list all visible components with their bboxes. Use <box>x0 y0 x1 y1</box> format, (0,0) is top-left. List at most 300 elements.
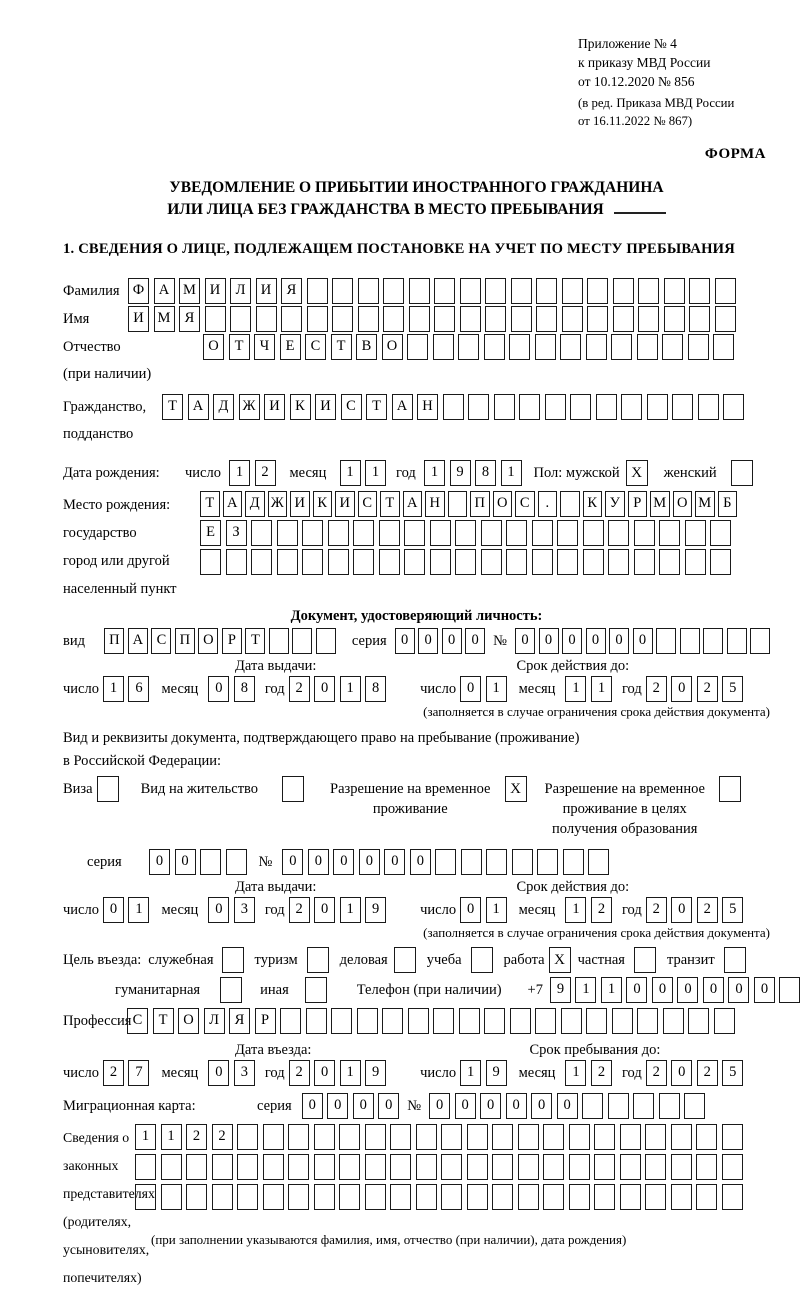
char-cell[interactable]: Д <box>213 394 234 420</box>
char-cell[interactable]: 0 <box>480 1093 501 1119</box>
char-cell[interactable] <box>430 549 451 575</box>
purpose-work-checkbox[interactable]: X <box>549 947 571 973</box>
char-cell[interactable]: 1 <box>340 1060 361 1086</box>
char-cell[interactable] <box>481 549 502 575</box>
char-cell[interactable] <box>688 334 709 360</box>
char-cell[interactable]: 0 <box>677 977 698 1003</box>
char-cell[interactable]: 3 <box>234 897 255 923</box>
char-cell[interactable] <box>353 549 374 575</box>
char-cell[interactable] <box>560 334 581 360</box>
purpose-transit-checkbox[interactable] <box>724 947 746 973</box>
char-cell[interactable]: Р <box>255 1008 276 1034</box>
char-cell[interactable] <box>671 1184 692 1210</box>
char-cell[interactable] <box>407 334 428 360</box>
char-cell[interactable]: 2 <box>646 676 667 702</box>
char-cell[interactable] <box>302 549 323 575</box>
temp-residence-edu-checkbox[interactable] <box>719 776 741 802</box>
char-cell[interactable] <box>383 278 404 304</box>
char-cell[interactable] <box>518 1184 539 1210</box>
char-cell[interactable]: 1 <box>601 977 622 1003</box>
char-cell[interactable] <box>486 849 507 875</box>
purpose-study-checkbox[interactable] <box>471 947 493 973</box>
char-cell[interactable] <box>562 306 583 332</box>
char-cell[interactable] <box>226 549 247 575</box>
char-cell[interactable] <box>613 278 634 304</box>
char-cell[interactable]: 1 <box>486 897 507 923</box>
char-cell[interactable]: 2 <box>697 676 718 702</box>
char-cell[interactable]: 3 <box>234 1060 255 1086</box>
char-cell[interactable] <box>587 306 608 332</box>
char-cell[interactable]: 0 <box>359 849 380 875</box>
char-cell[interactable]: 0 <box>626 977 647 1003</box>
char-cell[interactable] <box>779 977 800 1003</box>
char-cell[interactable]: 0 <box>302 1093 323 1119</box>
char-cell[interactable] <box>314 1154 335 1180</box>
char-cell[interactable]: Р <box>628 491 648 517</box>
char-cell[interactable] <box>659 549 680 575</box>
char-cell[interactable] <box>511 278 532 304</box>
char-cell[interactable]: 0 <box>314 676 335 702</box>
char-cell[interactable]: 0 <box>586 628 606 654</box>
char-cell[interactable] <box>714 1008 735 1034</box>
char-cell[interactable]: 0 <box>562 628 582 654</box>
char-cell[interactable]: Т <box>245 628 265 654</box>
char-cell[interactable]: 0 <box>103 897 124 923</box>
char-cell[interactable] <box>680 628 700 654</box>
char-cell[interactable]: 9 <box>365 897 386 923</box>
char-cell[interactable] <box>535 334 556 360</box>
char-cell[interactable]: 9 <box>450 460 471 486</box>
char-cell[interactable]: У <box>605 491 625 517</box>
char-cell[interactable] <box>689 306 710 332</box>
char-cell[interactable]: Ч <box>254 334 275 360</box>
char-cell[interactable]: 2 <box>697 1060 718 1086</box>
char-cell[interactable] <box>671 1124 692 1150</box>
char-cell[interactable]: 0 <box>395 628 415 654</box>
char-cell[interactable]: И <box>256 278 277 304</box>
char-cell[interactable] <box>645 1124 666 1150</box>
char-cell[interactable] <box>263 1184 284 1210</box>
char-cell[interactable]: Л <box>204 1008 225 1034</box>
char-cell[interactable]: А <box>392 394 413 420</box>
char-cell[interactable] <box>532 549 553 575</box>
char-cell[interactable]: 1 <box>486 676 507 702</box>
char-cell[interactable] <box>404 549 425 575</box>
char-cell[interactable] <box>561 1008 582 1034</box>
char-cell[interactable] <box>263 1124 284 1150</box>
char-cell[interactable]: О <box>203 334 224 360</box>
char-cell[interactable] <box>332 306 353 332</box>
char-cell[interactable] <box>710 549 731 575</box>
char-cell[interactable]: 2 <box>289 897 310 923</box>
char-cell[interactable]: В <box>356 334 377 360</box>
char-cell[interactable] <box>212 1154 233 1180</box>
char-cell[interactable] <box>237 1124 258 1150</box>
char-cell[interactable] <box>226 849 247 875</box>
char-cell[interactable] <box>460 278 481 304</box>
char-cell[interactable] <box>560 491 580 517</box>
char-cell[interactable]: А <box>223 491 243 517</box>
char-cell[interactable] <box>186 1184 207 1210</box>
char-cell[interactable] <box>205 306 226 332</box>
char-cell[interactable]: А <box>188 394 209 420</box>
char-cell[interactable]: О <box>673 491 693 517</box>
char-cell[interactable]: П <box>470 491 490 517</box>
char-cell[interactable] <box>612 1008 633 1034</box>
char-cell[interactable] <box>434 306 455 332</box>
char-cell[interactable] <box>536 278 557 304</box>
char-cell[interactable] <box>256 306 277 332</box>
char-cell[interactable] <box>468 394 489 420</box>
char-cell[interactable]: 0 <box>671 897 692 923</box>
char-cell[interactable]: Б <box>718 491 738 517</box>
char-cell[interactable] <box>302 520 323 546</box>
char-cell[interactable] <box>518 1154 539 1180</box>
char-cell[interactable]: О <box>198 628 218 654</box>
char-cell[interactable] <box>582 1093 603 1119</box>
char-cell[interactable]: С <box>515 491 535 517</box>
char-cell[interactable]: Р <box>222 628 242 654</box>
char-cell[interactable] <box>467 1154 488 1180</box>
char-cell[interactable] <box>434 278 455 304</box>
char-cell[interactable]: 2 <box>255 460 276 486</box>
char-cell[interactable] <box>543 1184 564 1210</box>
char-cell[interactable] <box>557 520 578 546</box>
purpose-private-checkbox[interactable] <box>634 947 656 973</box>
char-cell[interactable] <box>314 1124 335 1150</box>
char-cell[interactable]: 2 <box>646 897 667 923</box>
char-cell[interactable] <box>713 334 734 360</box>
char-cell[interactable]: 0 <box>671 1060 692 1086</box>
char-cell[interactable] <box>543 1154 564 1180</box>
char-cell[interactable] <box>200 549 221 575</box>
char-cell[interactable] <box>696 1154 717 1180</box>
char-cell[interactable] <box>543 1124 564 1150</box>
char-cell[interactable] <box>535 1008 556 1034</box>
char-cell[interactable]: 0 <box>175 849 196 875</box>
char-cell[interactable]: 0 <box>442 628 462 654</box>
char-cell[interactable] <box>662 334 683 360</box>
char-cell[interactable] <box>537 849 558 875</box>
char-cell[interactable]: . <box>538 491 558 517</box>
char-cell[interactable]: С <box>305 334 326 360</box>
char-cell[interactable] <box>620 1184 641 1210</box>
char-cell[interactable] <box>409 278 430 304</box>
char-cell[interactable]: И <box>128 306 149 332</box>
char-cell[interactable]: Т <box>162 394 183 420</box>
char-cell[interactable]: С <box>341 394 362 420</box>
char-cell[interactable]: 1 <box>161 1124 182 1150</box>
char-cell[interactable]: 0 <box>633 628 653 654</box>
char-cell[interactable]: О <box>382 334 403 360</box>
char-cell[interactable] <box>288 1154 309 1180</box>
char-cell[interactable]: 0 <box>728 977 749 1003</box>
char-cell[interactable] <box>186 1154 207 1180</box>
char-cell[interactable] <box>671 1154 692 1180</box>
char-cell[interactable] <box>536 306 557 332</box>
char-cell[interactable] <box>484 1008 505 1034</box>
char-cell[interactable]: 0 <box>539 628 559 654</box>
char-cell[interactable] <box>689 278 710 304</box>
char-cell[interactable] <box>390 1184 411 1210</box>
char-cell[interactable]: 2 <box>591 897 612 923</box>
char-cell[interactable]: 9 <box>550 977 571 1003</box>
char-cell[interactable]: 0 <box>429 1093 450 1119</box>
char-cell[interactable] <box>365 1154 386 1180</box>
char-cell[interactable] <box>492 1184 513 1210</box>
char-cell[interactable] <box>441 1124 462 1150</box>
char-cell[interactable] <box>608 1093 629 1119</box>
char-cell[interactable]: 2 <box>289 676 310 702</box>
female-checkbox[interactable] <box>731 460 753 486</box>
char-cell[interactable]: 1 <box>103 676 124 702</box>
char-cell[interactable]: 1 <box>135 1124 156 1150</box>
char-cell[interactable] <box>586 334 607 360</box>
char-cell[interactable]: 5 <box>722 1060 743 1086</box>
char-cell[interactable]: 1 <box>565 897 586 923</box>
char-cell[interactable] <box>448 491 468 517</box>
char-cell[interactable]: 6 <box>128 676 149 702</box>
char-cell[interactable] <box>557 549 578 575</box>
char-cell[interactable]: Т <box>200 491 220 517</box>
char-cell[interactable]: 2 <box>289 1060 310 1086</box>
char-cell[interactable] <box>307 278 328 304</box>
char-cell[interactable] <box>620 1154 641 1180</box>
char-cell[interactable] <box>288 1184 309 1210</box>
char-cell[interactable]: 0 <box>455 1093 476 1119</box>
char-cell[interactable] <box>519 394 540 420</box>
char-cell[interactable]: 1 <box>128 897 149 923</box>
char-cell[interactable]: 1 <box>565 676 586 702</box>
char-cell[interactable]: Ф <box>128 278 149 304</box>
char-cell[interactable]: 9 <box>365 1060 386 1086</box>
char-cell[interactable]: И <box>264 394 285 420</box>
char-cell[interactable] <box>358 278 379 304</box>
char-cell[interactable] <box>696 1124 717 1150</box>
char-cell[interactable] <box>698 394 719 420</box>
char-cell[interactable] <box>161 1154 182 1180</box>
char-cell[interactable]: Я <box>229 1008 250 1034</box>
char-cell[interactable] <box>656 628 676 654</box>
char-cell[interactable]: Е <box>200 520 221 546</box>
char-cell[interactable]: 0 <box>353 1093 374 1119</box>
char-cell[interactable]: 0 <box>410 849 431 875</box>
char-cell[interactable] <box>358 306 379 332</box>
char-cell[interactable]: Е <box>280 334 301 360</box>
char-cell[interactable]: 1 <box>460 1060 481 1086</box>
char-cell[interactable]: 1 <box>229 460 250 486</box>
char-cell[interactable] <box>404 520 425 546</box>
char-cell[interactable] <box>684 1093 705 1119</box>
char-cell[interactable] <box>637 1008 658 1034</box>
char-cell[interactable]: М <box>179 278 200 304</box>
char-cell[interactable]: 8 <box>475 460 496 486</box>
char-cell[interactable]: 0 <box>506 1093 527 1119</box>
char-cell[interactable] <box>509 334 530 360</box>
char-cell[interactable]: 1 <box>501 460 522 486</box>
char-cell[interactable]: И <box>315 394 336 420</box>
char-cell[interactable] <box>570 394 591 420</box>
char-cell[interactable] <box>441 1154 462 1180</box>
char-cell[interactable]: А <box>128 628 148 654</box>
char-cell[interactable] <box>459 1008 480 1034</box>
char-cell[interactable] <box>467 1124 488 1150</box>
char-cell[interactable]: 0 <box>754 977 775 1003</box>
char-cell[interactable] <box>277 549 298 575</box>
char-cell[interactable]: 2 <box>186 1124 207 1150</box>
char-cell[interactable]: 0 <box>333 849 354 875</box>
char-cell[interactable] <box>365 1184 386 1210</box>
char-cell[interactable]: 0 <box>208 676 229 702</box>
char-cell[interactable] <box>638 278 659 304</box>
char-cell[interactable] <box>621 394 642 420</box>
char-cell[interactable] <box>339 1154 360 1180</box>
char-cell[interactable] <box>263 1154 284 1180</box>
char-cell[interactable] <box>251 520 272 546</box>
char-cell[interactable]: М <box>154 306 175 332</box>
char-cell[interactable]: С <box>358 491 378 517</box>
char-cell[interactable] <box>512 849 533 875</box>
char-cell[interactable] <box>710 520 731 546</box>
char-cell[interactable]: 0 <box>703 977 724 1003</box>
temp-residence-checkbox[interactable]: X <box>505 776 527 802</box>
char-cell[interactable] <box>722 1184 743 1210</box>
char-cell[interactable]: 7 <box>128 1060 149 1086</box>
char-cell[interactable] <box>696 1184 717 1210</box>
char-cell[interactable]: 0 <box>531 1093 552 1119</box>
char-cell[interactable] <box>433 334 454 360</box>
char-cell[interactable] <box>485 306 506 332</box>
char-cell[interactable] <box>722 1154 743 1180</box>
char-cell[interactable]: 8 <box>365 676 386 702</box>
char-cell[interactable] <box>750 628 770 654</box>
char-cell[interactable]: А <box>403 491 423 517</box>
residence-permit-checkbox[interactable] <box>282 776 304 802</box>
char-cell[interactable] <box>269 628 289 654</box>
char-cell[interactable] <box>433 1008 454 1034</box>
male-checkbox[interactable]: X <box>626 460 648 486</box>
char-cell[interactable] <box>511 306 532 332</box>
char-cell[interactable] <box>638 306 659 332</box>
char-cell[interactable]: 1 <box>340 460 361 486</box>
char-cell[interactable]: 0 <box>465 628 485 654</box>
char-cell[interactable] <box>467 1184 488 1210</box>
char-cell[interactable]: М <box>695 491 715 517</box>
char-cell[interactable] <box>715 306 736 332</box>
char-cell[interactable]: К <box>313 491 333 517</box>
char-cell[interactable] <box>647 394 668 420</box>
char-cell[interactable] <box>280 1008 301 1034</box>
char-cell[interactable]: 2 <box>212 1124 233 1150</box>
char-cell[interactable]: 0 <box>460 676 481 702</box>
char-cell[interactable] <box>545 394 566 420</box>
char-cell[interactable] <box>685 520 706 546</box>
char-cell[interactable]: 1 <box>365 460 386 486</box>
char-cell[interactable] <box>645 1184 666 1210</box>
char-cell[interactable] <box>613 306 634 332</box>
char-cell[interactable] <box>596 394 617 420</box>
char-cell[interactable] <box>461 849 482 875</box>
char-cell[interactable]: 0 <box>384 849 405 875</box>
purpose-other-checkbox[interactable] <box>305 977 327 1003</box>
purpose-humanitarian-checkbox[interactable] <box>220 977 242 1003</box>
purpose-business-checkbox[interactable] <box>394 947 416 973</box>
char-cell[interactable] <box>506 549 527 575</box>
char-cell[interactable] <box>307 306 328 332</box>
char-cell[interactable]: 0 <box>327 1093 348 1119</box>
char-cell[interactable] <box>611 334 632 360</box>
char-cell[interactable]: К <box>290 394 311 420</box>
char-cell[interactable] <box>481 520 502 546</box>
char-cell[interactable]: О <box>178 1008 199 1034</box>
char-cell[interactable]: 0 <box>282 849 303 875</box>
char-cell[interactable] <box>563 849 584 875</box>
char-cell[interactable] <box>277 520 298 546</box>
char-cell[interactable] <box>663 1008 684 1034</box>
char-cell[interactable]: П <box>175 628 195 654</box>
char-cell[interactable] <box>594 1124 615 1150</box>
char-cell[interactable]: 0 <box>418 628 438 654</box>
char-cell[interactable] <box>492 1154 513 1180</box>
char-cell[interactable] <box>353 520 374 546</box>
char-cell[interactable] <box>314 1184 335 1210</box>
char-cell[interactable]: З <box>226 520 247 546</box>
char-cell[interactable] <box>365 1124 386 1150</box>
char-cell[interactable] <box>416 1184 437 1210</box>
char-cell[interactable]: 1 <box>340 676 361 702</box>
char-cell[interactable]: 0 <box>208 1060 229 1086</box>
char-cell[interactable] <box>328 520 349 546</box>
char-cell[interactable]: О <box>493 491 513 517</box>
char-cell[interactable] <box>416 1124 437 1150</box>
char-cell[interactable]: 0 <box>208 897 229 923</box>
char-cell[interactable] <box>455 549 476 575</box>
char-cell[interactable] <box>685 549 706 575</box>
char-cell[interactable] <box>316 628 336 654</box>
char-cell[interactable]: 0 <box>557 1093 578 1119</box>
char-cell[interactable] <box>722 1124 743 1150</box>
char-cell[interactable] <box>383 306 404 332</box>
char-cell[interactable]: 5 <box>722 676 743 702</box>
char-cell[interactable] <box>339 1184 360 1210</box>
char-cell[interactable] <box>379 549 400 575</box>
char-cell[interactable] <box>659 520 680 546</box>
char-cell[interactable]: 2 <box>646 1060 667 1086</box>
char-cell[interactable]: 0 <box>671 676 692 702</box>
char-cell[interactable] <box>569 1124 590 1150</box>
char-cell[interactable]: 0 <box>460 897 481 923</box>
char-cell[interactable] <box>443 394 464 420</box>
char-cell[interactable] <box>357 1008 378 1034</box>
char-cell[interactable]: 0 <box>314 1060 335 1086</box>
char-cell[interactable]: Я <box>179 306 200 332</box>
char-cell[interactable] <box>441 1184 462 1210</box>
char-cell[interactable] <box>212 1184 233 1210</box>
char-cell[interactable] <box>390 1124 411 1150</box>
char-cell[interactable] <box>281 306 302 332</box>
char-cell[interactable] <box>659 1093 680 1119</box>
char-cell[interactable] <box>594 1154 615 1180</box>
char-cell[interactable] <box>510 1008 531 1034</box>
char-cell[interactable]: 2 <box>103 1060 124 1086</box>
char-cell[interactable]: 2 <box>697 897 718 923</box>
char-cell[interactable]: 0 <box>515 628 535 654</box>
char-cell[interactable]: М <box>650 491 670 517</box>
char-cell[interactable] <box>637 334 658 360</box>
char-cell[interactable] <box>409 306 430 332</box>
char-cell[interactable] <box>237 1184 258 1210</box>
char-cell[interactable]: Т <box>366 394 387 420</box>
